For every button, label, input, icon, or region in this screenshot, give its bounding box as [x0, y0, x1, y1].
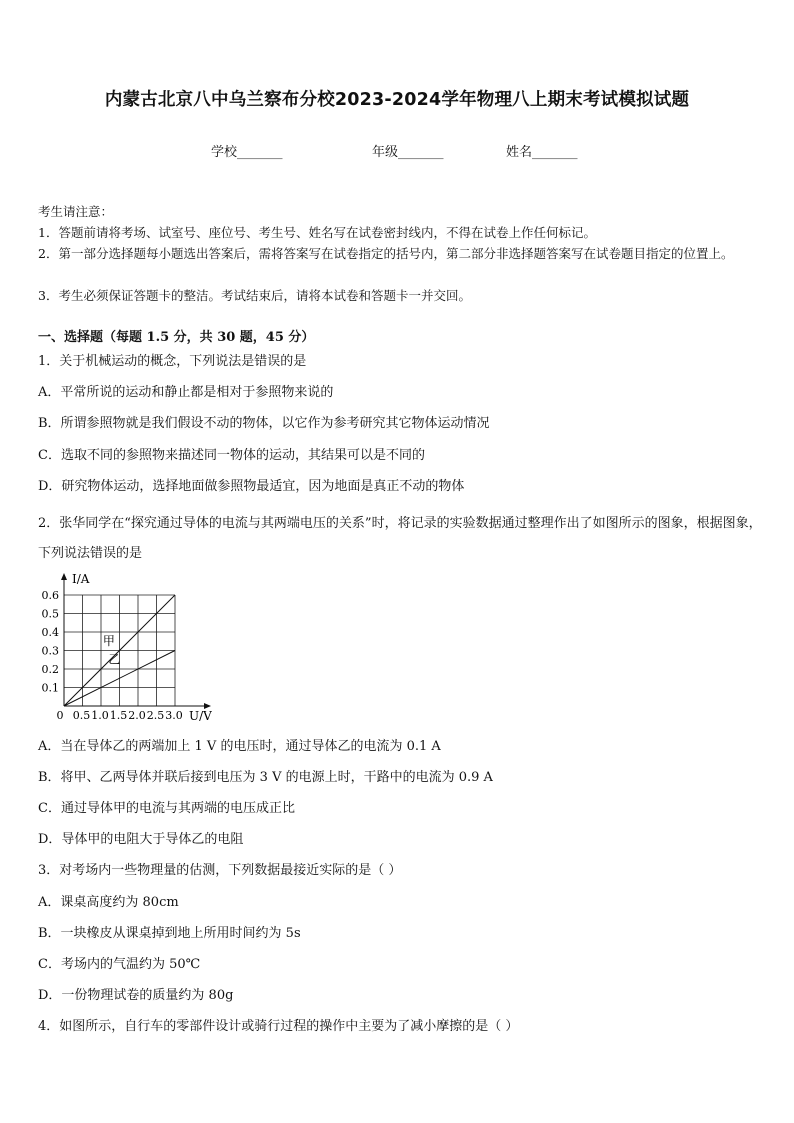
series-label-乙: 乙	[108, 652, 121, 667]
x-tick-label: 1.0	[91, 709, 109, 722]
notice-item: 1．答题前请将考场、试室号、座位号、考生号、姓名写在试卷密封线内，不得在试卷上作任何标记。	[38, 225, 596, 240]
question-option: A．课桌高度约为 80cm	[38, 895, 179, 910]
x-tick-label: 2.0	[128, 709, 146, 722]
x-tick-label: 0.5	[72, 709, 91, 722]
question-stem: 4．如图所示，自行车的零部件设计或骑行过程的操作中主要为了减小摩擦的是（ ）	[38, 1019, 519, 1034]
grade-field	[372, 141, 444, 160]
grade-label: 年级	[372, 145, 399, 160]
y-tick-label: 0.3	[41, 644, 59, 658]
y-tick-label: 0.2	[41, 663, 59, 676]
school-label: 学校	[211, 145, 238, 160]
question-option: C．选取不同的参照物来描述同一物体的运动，其结果可以是不同的	[38, 448, 425, 463]
name-blank: _______	[532, 145, 578, 160]
y-axis-arrow	[61, 573, 67, 580]
school-blank: _______	[237, 145, 283, 160]
school-field	[211, 141, 283, 160]
iu-chart	[40, 568, 240, 726]
question-option: A．当在导体乙的两端加上 1 V 的电压时，通过导体乙的电流为 0.1 A	[38, 739, 441, 754]
section-heading: 一、选择题（每题 1.5 分，共 30 题，45 分）	[38, 330, 315, 345]
question-option: A．平常所说的运动和静止都是相对于参照物来说的	[38, 385, 334, 400]
y-tick-label: 0.6	[41, 589, 59, 602]
question-option: B．一块橡皮从课桌掉到地上所用时间约为 5s	[38, 926, 301, 941]
question-option: D．导体甲的电阻大于导体乙的电阻	[38, 832, 244, 847]
question-option: B．将甲、乙两导体并联后接到电压为 3 V 的电源上时，干路中的电流为 0.9 A	[38, 770, 493, 785]
notice-heading: 考生请注意：	[38, 204, 114, 219]
question-option: D．一份物理试卷的质量约为 80g	[38, 988, 234, 1003]
x-axis-label: U/V	[189, 709, 212, 723]
name-field	[506, 141, 578, 160]
notice-item: 2．第一部分选择题每小题选出答案后，需将答案写在试卷指定的括号内，第二部分非选择题答案写在试卷题目指定的位置上。	[38, 246, 734, 261]
y-tick-label: 0.1	[41, 681, 59, 695]
question-option: C．考场内的气温约为 50℃	[38, 957, 201, 972]
question-stem: 2．张华同学在“探究通过导体的电流与其两端电压的关系”时，将记录的实验数据通过整理作出了如图所示的图象，根据图象，下列说法错误的是	[38, 516, 762, 561]
question-option: B．所谓参照物就是我们假设不动的物体，以它作为参考研究其它物体运动情况	[38, 416, 490, 431]
y-tick-label: 0.5	[41, 607, 59, 621]
question-stem: 1．关于机械运动的概念，下列说法是错误的是	[38, 354, 307, 369]
question-option: C．通过导体甲的电流与其两端的电压成正比	[38, 801, 295, 816]
grade-blank: _______	[398, 145, 444, 160]
x-tick-label: 3.0	[165, 709, 183, 722]
series-label-甲: 甲	[102, 633, 115, 648]
x-tick-label: 0	[56, 709, 64, 722]
question-option: D．研究物体运动，选择地面做参照物最适宜，因为地面是真正不动的物体	[38, 479, 465, 494]
y-tick-label: 0.4	[41, 626, 59, 639]
question-stem: 3．对考场内一些物理量的估测，下列数据最接近实际的是（ ）	[38, 863, 402, 878]
x-tick-label: 1.5	[109, 709, 128, 722]
iu-chart-svg	[40, 568, 240, 726]
page-title: 内蒙古北京八中乌兰察布分校2023-2024学年物理八上期末考试模拟试题	[104, 90, 690, 110]
y-axis-label: I/A	[72, 572, 90, 586]
name-label: 姓名	[506, 145, 533, 160]
notice-item: 3．考生必须保证答题卡的整洁。考试结束后，请将本试卷和答题卡一并交回。	[38, 288, 471, 303]
x-tick-label: 2.5	[146, 709, 165, 722]
